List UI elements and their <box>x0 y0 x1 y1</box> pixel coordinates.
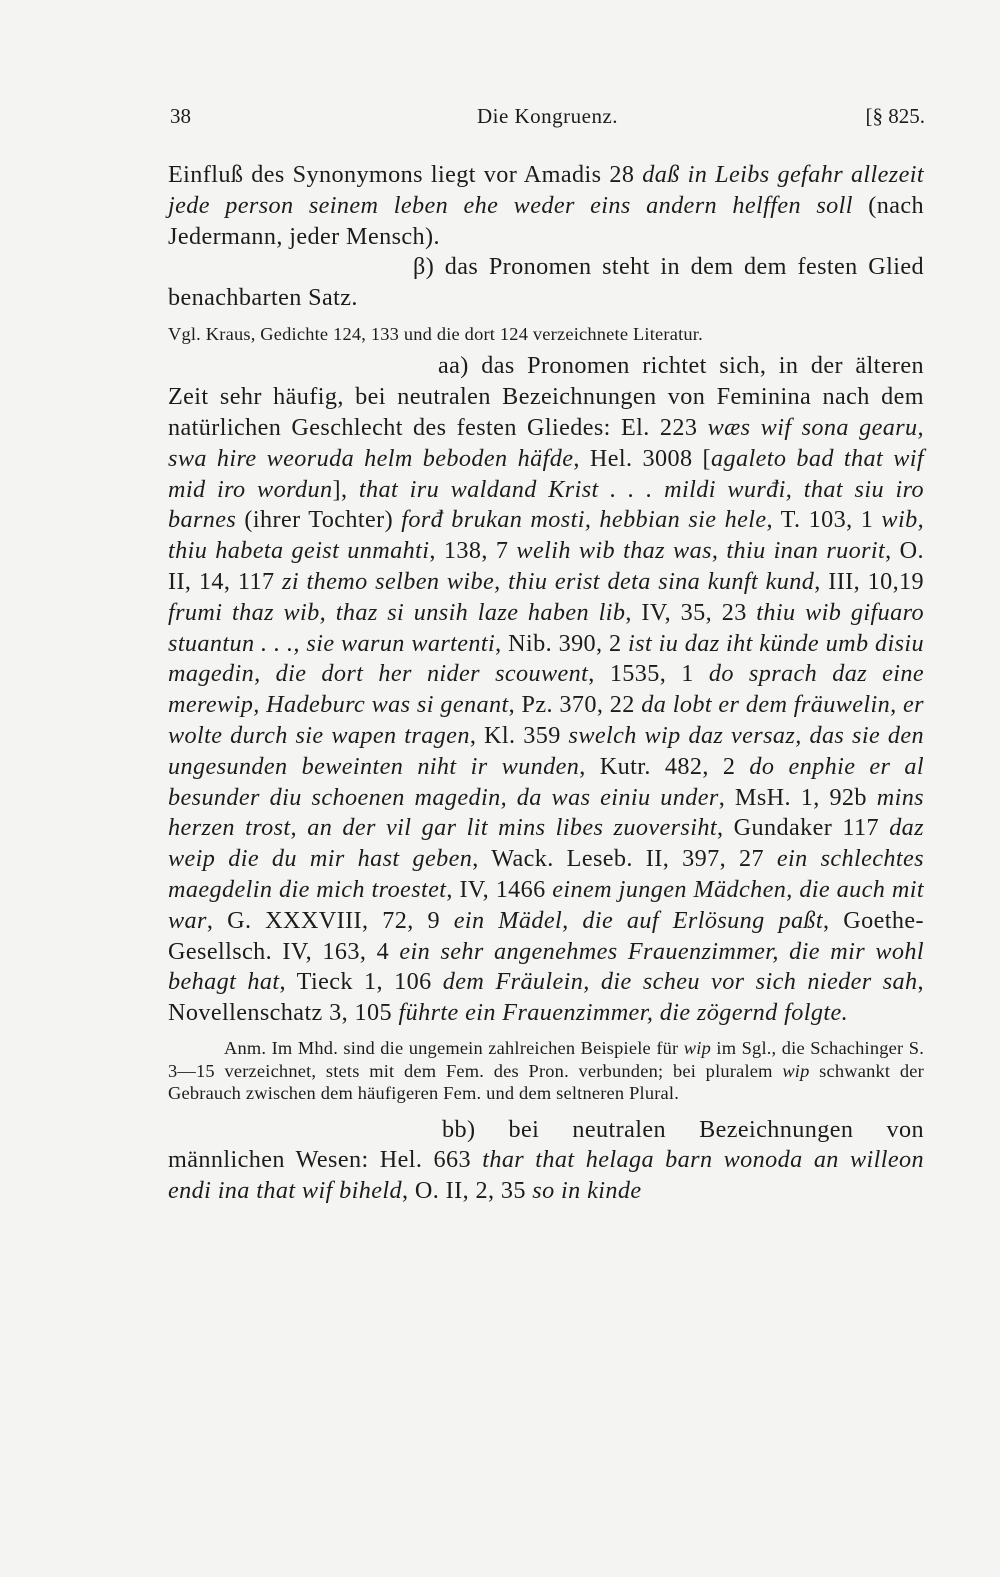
quotation: thar that helaga barn wonoda an willeon endi ina that wif biheld <box>168 1146 925 1205</box>
text-run: Vgl. Kraus, Gedichte 124, 133 und die dort 124 verzeichnete Literatur. <box>168 323 703 344</box>
quotation: frumi thaz wib, thaz si unsih laze haben lib <box>168 598 626 626</box>
quotation: da lobt er dem fräuwelin, er wolte durch sie wapen tragen <box>168 691 924 750</box>
quotation: swelch wip daz versaz, das sie den ungesunden beweinten niht ir wunden <box>168 722 924 780</box>
text-run: , Goethe-Gesellsch. IV, 163, 4 <box>168 906 924 965</box>
quotation: wip <box>683 1038 711 1059</box>
text-run: im Sgl., die Schachinger S. 3—15 verzeichnet, stets mit dem Fem. des Pron. verbunden; bei pluralem <box>168 1038 924 1081</box>
quotation: wæs wif sona gearu, swa hire weoruda helm beboden häfde <box>168 414 924 472</box>
text-run: , Novellenschatz 3, 105 <box>168 968 924 1027</box>
text-run: , 138, 7 <box>429 537 517 565</box>
quotation: daz weip die du mir hast geben <box>168 814 924 873</box>
running-title: Die Kongruenz. <box>476 104 619 128</box>
paragraph-aa <box>168 351 924 1029</box>
quotation: ein schlechtes maegdelin die mich troestet <box>168 845 924 904</box>
quotation: einem jungen Mädchen, die auch mit war <box>168 876 924 934</box>
text-run: , Hel. 3008 [ <box>573 444 711 472</box>
text-run: , Kutr. 482, 2 <box>579 752 750 780</box>
text-run: , Nib. 390, 2 <box>495 629 629 657</box>
text-run: aa) das Pronomen richtet sich, in der älteren Zeit sehr häufig, bei neutralen Bezeichnungen von Feminina nach dem natürlichen Geschlecht des festen Gliedes: El. 223 <box>168 352 924 442</box>
quotation: wib, thiu habeta geist unmahti <box>168 506 925 565</box>
quotation: agaleto bad that wif mid iro wordun <box>168 444 924 503</box>
text-run: , Wack. Leseb. II, 397, 27 <box>472 845 777 873</box>
quotation: forđ brukan mosti, hebbian sie hele <box>401 506 767 534</box>
page-body <box>168 160 924 1207</box>
text-run: , O. II, 14, 117 <box>168 537 924 596</box>
text-run: schwankt der Gebrauch zwischen dem häufigeren Fem. und dem seltneren Plural. <box>168 1060 924 1104</box>
text-run: , G. XXXVIII, 72, 9 <box>206 906 454 934</box>
quotation: ist iu daz iht künde umb disiu magedin, die dort her nider scouwent <box>168 629 924 688</box>
quotation: ein Mädel, die auf Erlösung paßt <box>453 906 824 934</box>
quotation: welih wib thaz was, thiu inan ruorit <box>516 537 886 565</box>
text-run: bb) bei neutralen Bezeichnungen von männlichen Wesen: Hel. 663 <box>168 1115 924 1174</box>
quotation: thiu wib gifuaro stuantun . . ., sie warun wartenti <box>168 598 924 657</box>
paragraph-bb <box>168 1115 924 1207</box>
text-run: Anm. Im Mhd. sind die ungemein zahlreichen Beispiele für <box>224 1038 684 1059</box>
text-run: , Kl. 359 <box>469 722 569 750</box>
text-run: , Gundaker 117 <box>716 814 890 842</box>
text-run: , O. II, 2, 35 <box>402 1177 533 1205</box>
text-run: , Tieck 1, 106 <box>279 968 443 996</box>
text-run: , Pz. 370, 22 <box>508 691 642 719</box>
section-marker: [§ 825. <box>865 104 925 128</box>
text-run: , 1535, 1 <box>588 660 709 688</box>
heading-beta <box>168 252 924 314</box>
quotation: mins herzen trost, an der vil gar lit mins libes zuoversiht <box>168 783 924 842</box>
paragraph-synonym <box>168 160 924 252</box>
quotation: dem Fräulein, die scheu vor sich nieder sah <box>442 968 918 996</box>
quotation: so in kinde <box>532 1177 642 1205</box>
page-header <box>170 104 925 134</box>
text-run: , IV, 1466 <box>446 876 553 904</box>
quotation: do sprach daz eine merewip, Hadeburc was si genant <box>168 660 925 719</box>
quotation: ein sehr angenehmes Frauenzimmer, die mir wohl behagt hat <box>168 937 924 996</box>
reference-note <box>168 323 924 346</box>
text-run: , MsH. 1, 92b <box>718 783 877 811</box>
quotation: zi themo selben wibe, thiu erist deta sina kunft kund <box>282 568 815 596</box>
quotation: daß in Leibs gefahr allezeit jede person seinem leben ehe weder eins andern helffen soll <box>168 161 924 219</box>
text-run: , III, 10,19 <box>814 568 925 596</box>
text-run: (ihrer Tochter) <box>236 506 402 534</box>
text-run: ], <box>332 475 359 503</box>
text-run: , IV, 35, 23 <box>625 598 757 626</box>
quotation: führte ein Frauenzimmer, die zögernd folgte. <box>398 999 849 1027</box>
text-run: Einfluß des Synonymons liegt vor Amadis 28 <box>168 161 643 188</box>
quotation: do enphie er al besunder diu schoenen magedin, da was einiu under <box>168 752 925 811</box>
text-run: (nach Jedermann, jeder Mensch). <box>168 191 924 250</box>
annotation-note <box>168 1037 924 1105</box>
page-number: 38 <box>170 104 191 128</box>
text-run: β) das Pronomen steht in dem dem festen Glied benachbarten Satz. <box>168 253 924 312</box>
text-run: , T. 103, 1 <box>766 506 882 534</box>
quotation: that iru waldand Krist . . . mildi wurđi, that siu iro barnes <box>168 475 924 534</box>
quotation: wip <box>782 1060 810 1081</box>
